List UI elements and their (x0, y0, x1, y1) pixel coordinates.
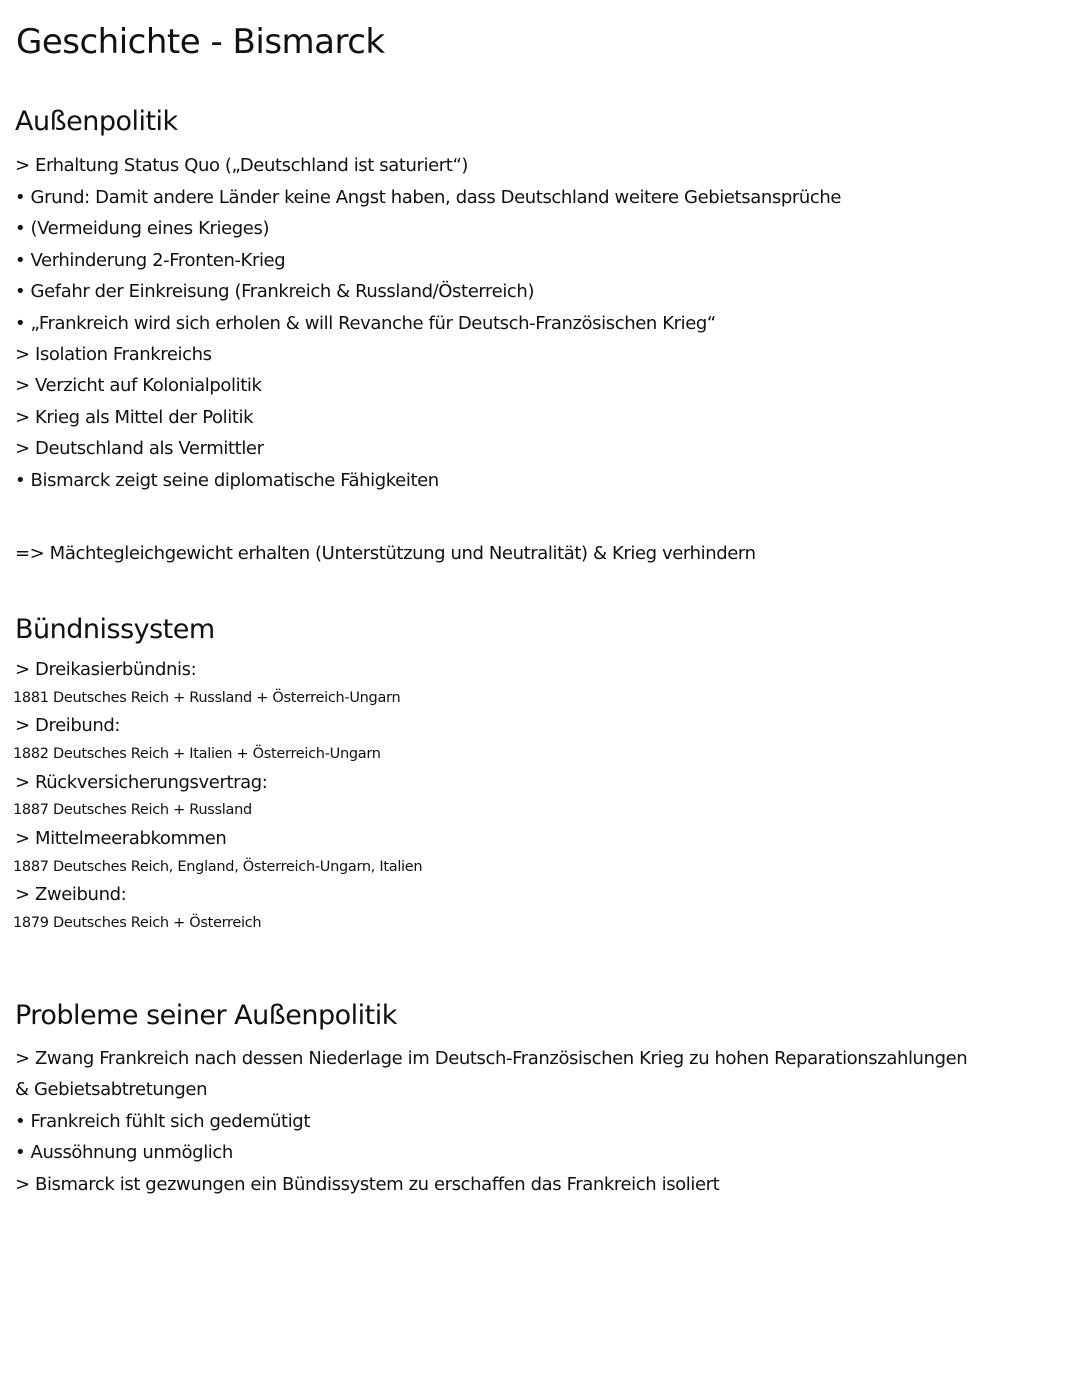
page-title: Geschichte - Bismarck (16, 22, 385, 62)
heading-probleme: Probleme seiner Außenpolitik (15, 1000, 397, 1031)
alliance-label: > Dreikasierbündnis: (15, 659, 197, 680)
aussenpolitik-line: • (Vermeidung eines Krieges) (15, 218, 270, 239)
alliance-detail: 1887 Deutsches Reich + Russland (13, 802, 252, 818)
probleme-line: > Zwang Frankreich nach dessen Niederlage im Deutsch-Französischen Krieg zu hohen Reparationszahlungen (15, 1048, 968, 1069)
probleme-line: • Aussöhnung unmöglich (15, 1142, 233, 1163)
aussenpolitik-line: • „Frankreich wird sich erholen & will Revanche für Deutsch-Französischen Krieg“ (15, 313, 716, 334)
probleme-line: & Gebietsabtretungen (15, 1079, 208, 1100)
alliance-label: > Dreibund: (15, 715, 121, 736)
heading-buendnissystem: Bündnissystem (15, 614, 215, 645)
aussenpolitik-line: • Gefahr der Einkreisung (Frankreich & Russland/Österreich) (15, 281, 535, 302)
alliance-label: > Mittelmeerabkommen (15, 828, 227, 849)
alliance-detail: 1881 Deutsches Reich + Russland + Österreich-Ungarn (13, 690, 401, 706)
alliance-detail: 1887 Deutsches Reich, England, Österreich-Ungarn, Italien (13, 859, 423, 875)
probleme-line: > Bismarck ist gezwungen ein Bündissystem zu erschaffen das Frankreich isoliert (15, 1174, 720, 1195)
aussenpolitik-line: > Erhaltung Status Quo („Deutschland ist saturiert“) (15, 155, 469, 176)
probleme-line: • Frankreich fühlt sich gedemütigt (15, 1111, 310, 1132)
aussenpolitik-line: > Krieg als Mittel der Politik (15, 407, 254, 428)
aussenpolitik-line: • Bismarck zeigt seine diplomatische Fähigkeiten (15, 470, 439, 491)
alliance-detail: 1879 Deutsches Reich + Österreich (13, 915, 262, 931)
alliance-detail: 1882 Deutsches Reich + Italien + Österreich-Ungarn (13, 746, 381, 762)
aussenpolitik-conclusion: => Mächtegleichgewicht erhalten (Unterstützung und Neutralität) & Krieg verhindern (15, 543, 756, 564)
aussenpolitik-line: > Isolation Frankreichs (15, 344, 212, 365)
aussenpolitik-line: • Verhinderung 2-Fronten-Krieg (15, 250, 286, 271)
heading-aussenpolitik: Außenpolitik (15, 106, 178, 137)
aussenpolitik-line: • Grund: Damit andere Länder keine Angst haben, dass Deutschland weitere Gebietsansprüche (15, 187, 842, 208)
aussenpolitik-line: > Deutschland als Vermittler (15, 438, 264, 459)
alliance-label: > Zweibund: (15, 884, 127, 905)
alliance-label: > Rückversicherungsvertrag: (15, 772, 268, 793)
aussenpolitik-line: > Verzicht auf Kolonialpolitik (15, 375, 262, 396)
